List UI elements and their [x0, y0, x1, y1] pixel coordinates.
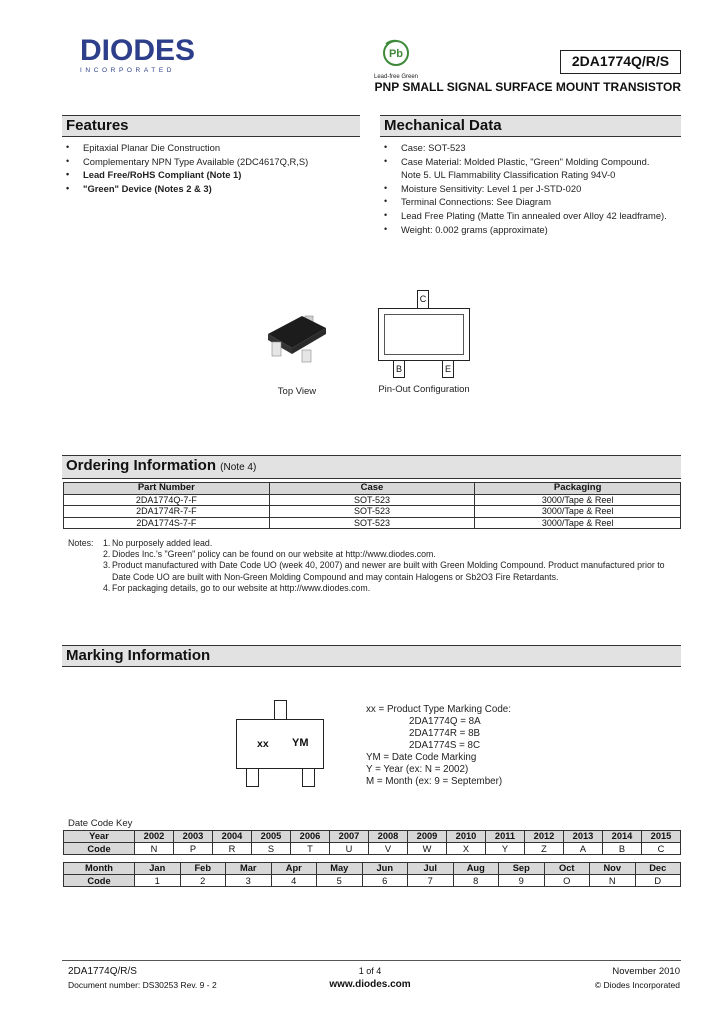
- mechanical-item: • Moisture Sensitivity: Level 1 per J-STD-020: [380, 182, 690, 196]
- month-code-cell: 9: [499, 875, 545, 887]
- year-cell: 2010: [447, 831, 486, 843]
- month-code-cell: 5: [317, 875, 363, 887]
- note-item: 4. For packaging details, go to our website at http://www.diodes.com.: [103, 582, 371, 593]
- pin-c: C: [417, 290, 429, 309]
- year-code-cell: A: [564, 843, 603, 855]
- year-code-cell: T: [291, 843, 330, 855]
- ordering-header-row: [64, 483, 681, 495]
- diodes-logo: [80, 36, 205, 80]
- document-subtitle: PNP SMALL SIGNAL SURFACE MOUNT TRANSISTOR: [374, 80, 681, 94]
- year-code-cell: R: [213, 843, 252, 855]
- footer-date: November 2010: [612, 966, 680, 977]
- logo-wordmark: DIODES: [80, 34, 196, 67]
- year-code-cell: Y: [486, 843, 525, 855]
- footer-copyright: © Diodes Incorporated: [594, 980, 680, 990]
- marking-pin-top: [274, 700, 287, 720]
- notes-label: Notes:: [68, 538, 94, 548]
- mechanical-item: • Case: SOT-523: [380, 141, 690, 155]
- package-top-view-image: [262, 310, 332, 368]
- table-cell: 2DA1774R-7-F: [64, 506, 270, 518]
- year-cell: 2004: [213, 831, 252, 843]
- marking-pin-left: [246, 768, 259, 787]
- month-cell: May: [317, 863, 363, 875]
- feature-item: • "Green" Device (Notes 2 & 3): [62, 182, 362, 196]
- year-cell: 2007: [330, 831, 369, 843]
- table-cell: 3000/Tape & Reel: [475, 506, 681, 518]
- month-code-cell: 7: [408, 875, 454, 887]
- marking-ym: YM: [292, 737, 309, 749]
- mechanical-list: [380, 141, 690, 236]
- mechanical-data-heading: Mechanical Data: [380, 115, 681, 137]
- month-cell: Oct: [544, 863, 590, 875]
- footer-website-link[interactable]: www.diodes.com: [329, 979, 411, 990]
- feature-item: • Epitaxial Planar Die Construction: [62, 141, 362, 155]
- month-cell: Feb: [180, 863, 226, 875]
- top-view-caption: Top View: [277, 386, 317, 397]
- year-cell: 2013: [564, 831, 603, 843]
- year-cell: 2015: [642, 831, 681, 843]
- year-cell: 2006: [291, 831, 330, 843]
- month-cell: Sep: [499, 863, 545, 875]
- year-cell: 2003: [174, 831, 213, 843]
- feature-item: • Complementary NPN Type Available (2DC4617Q,R,S): [62, 155, 362, 169]
- year-code-cell: V: [369, 843, 408, 855]
- marking-xx: xx: [257, 738, 269, 750]
- column-header: Packaging: [475, 483, 681, 495]
- logo-subtitle: INCORPORATED: [80, 67, 176, 74]
- ordering-title: Ordering Information: [66, 457, 216, 474]
- ordering-table: [63, 482, 681, 529]
- lead-free-green-badge: [366, 38, 426, 80]
- year-code-cell: W: [408, 843, 447, 855]
- year-code-table: [63, 830, 681, 855]
- year-cell: 2002: [135, 831, 174, 843]
- month-cell: Dec: [635, 863, 681, 875]
- marking-diagram: [236, 700, 336, 788]
- year-cell: 2009: [408, 831, 447, 843]
- marking-legend-line: 2DA1774S = 8C: [409, 740, 481, 751]
- month-cell: Apr: [271, 863, 317, 875]
- note-item: 3. Product manufactured with Date Code UO (week 40, 2007) and newer are built with Green Molding Compound. Product manufactured prior to Date Code UO are built with Non-Green Molding Compound and may contain Halogens or Sb2O3 Fire Retardants.: [103, 560, 665, 582]
- year-code-cell: P: [174, 843, 213, 855]
- year-cell: 2011: [486, 831, 525, 843]
- mechanical-item: • Case Material: Molded Plastic, "Green" Molding Compound. Note 5. UL Flammability Classification Rating 94V-0: [380, 155, 690, 182]
- month-code-cell: 3: [226, 875, 272, 887]
- column-header: Case: [269, 483, 475, 495]
- month-code-cell: 6: [362, 875, 408, 887]
- table-cell: 2DA1774Q-7-F: [64, 494, 270, 506]
- year-code-cell: S: [252, 843, 291, 855]
- month-cell: Jan: [135, 863, 181, 875]
- features-list: [62, 141, 362, 195]
- month-code-row: [64, 875, 681, 887]
- year-code-cell: N: [135, 843, 174, 855]
- month-cell: Mar: [226, 863, 272, 875]
- month-code-cell: 4: [271, 875, 317, 887]
- notes-block: [68, 538, 668, 594]
- year-code-cell: U: [330, 843, 369, 855]
- date-code-key-caption: Date Code Key: [68, 818, 133, 829]
- year-code-cell: C: [642, 843, 681, 855]
- marking-legend: [366, 704, 566, 788]
- month-code-cell: 2: [180, 875, 226, 887]
- marking-legend-line: M = Month (ex: 9 = September): [366, 776, 503, 787]
- feature-item: • Lead Free/RoHS Compliant (Note 1): [62, 168, 362, 182]
- mechanical-item: • Terminal Connections: See Diagram: [380, 195, 690, 209]
- table-cell: SOT-523: [269, 494, 475, 506]
- marking-pin-right: [302, 768, 315, 787]
- mechanical-item: • Lead Free Plating (Matte Tin annealed over Alloy 42 leadframe).: [380, 209, 690, 223]
- footer-page-number: 1 of 4: [358, 966, 382, 976]
- footer-rule: [62, 960, 681, 961]
- year-label: Year: [64, 831, 135, 843]
- pinout-caption: Pin-Out Configuration: [378, 384, 470, 395]
- footer-part-number: 2DA1774Q/R/S: [68, 966, 137, 977]
- pinout-diagram: [371, 290, 477, 380]
- year-cell: 2008: [369, 831, 408, 843]
- ordering-note: (Note 4): [220, 462, 257, 473]
- note-item: 2. Diodes Inc.'s "Green" policy can be found on our website at http://www.diodes.com.: [103, 549, 436, 560]
- year-code-cell: X: [447, 843, 486, 855]
- table-row: [64, 494, 681, 506]
- month-label: Month: [64, 863, 135, 875]
- year-code-row: [64, 843, 681, 855]
- marking-legend-line: xx = Product Type Marking Code:: [366, 704, 511, 715]
- month-code-cell: 1: [135, 875, 181, 887]
- marking-heading: Marking Information: [62, 645, 681, 667]
- pin-e: E: [442, 360, 454, 378]
- month-cell: Jul: [408, 863, 454, 875]
- column-header: Part Number: [64, 483, 270, 495]
- code-label: Code: [64, 843, 135, 855]
- code-label: Code: [64, 875, 135, 887]
- year-row: [64, 831, 681, 843]
- year-cell: 2012: [525, 831, 564, 843]
- month-cell: Jun: [362, 863, 408, 875]
- year-code-cell: Z: [525, 843, 564, 855]
- month-code-cell: 8: [453, 875, 499, 887]
- table-cell: 2DA1774S-7-F: [64, 517, 270, 529]
- part-number-box: 2DA1774Q/R/S: [560, 50, 681, 74]
- lead-free-caption: Lead-free Green: [373, 74, 419, 80]
- note-item: 1. No purposely added lead.: [103, 538, 213, 548]
- table-cell: 3000/Tape & Reel: [475, 494, 681, 506]
- year-cell: 2014: [603, 831, 642, 843]
- footer-document-number: Document number: DS30253 Rev. 9 - 2: [68, 980, 217, 990]
- features-heading: Features: [62, 115, 360, 137]
- year-code-cell: B: [603, 843, 642, 855]
- year-cell: 2005: [252, 831, 291, 843]
- month-code-table: [63, 862, 681, 887]
- ordering-heading: [62, 455, 681, 479]
- lead-free-icon: [379, 38, 413, 68]
- month-code-cell: N: [590, 875, 636, 887]
- table-row: [64, 517, 681, 529]
- marking-package: [236, 719, 324, 769]
- marking-legend-line: Y = Year (ex: N = 2002): [366, 764, 469, 775]
- month-cell: Nov: [590, 863, 636, 875]
- package-inner-outline: [384, 314, 464, 355]
- marking-legend-line: YM = Date Code Marking: [366, 752, 477, 763]
- marking-legend-line: 2DA1774Q = 8A: [409, 716, 481, 727]
- marking-legend-line: 2DA1774R = 8B: [409, 728, 481, 739]
- table-row: [64, 506, 681, 518]
- mechanical-item: • Weight: 0.002 grams (approximate): [380, 223, 690, 237]
- month-cell: Aug: [453, 863, 499, 875]
- table-cell: 3000/Tape & Reel: [475, 517, 681, 529]
- month-code-cell: O: [544, 875, 590, 887]
- month-row: [64, 863, 681, 875]
- month-code-cell: D: [635, 875, 681, 887]
- svg-text:Pb: Pb: [388, 48, 404, 60]
- table-cell: SOT-523: [269, 506, 475, 518]
- table-cell: SOT-523: [269, 517, 475, 529]
- pin-b: B: [393, 360, 405, 378]
